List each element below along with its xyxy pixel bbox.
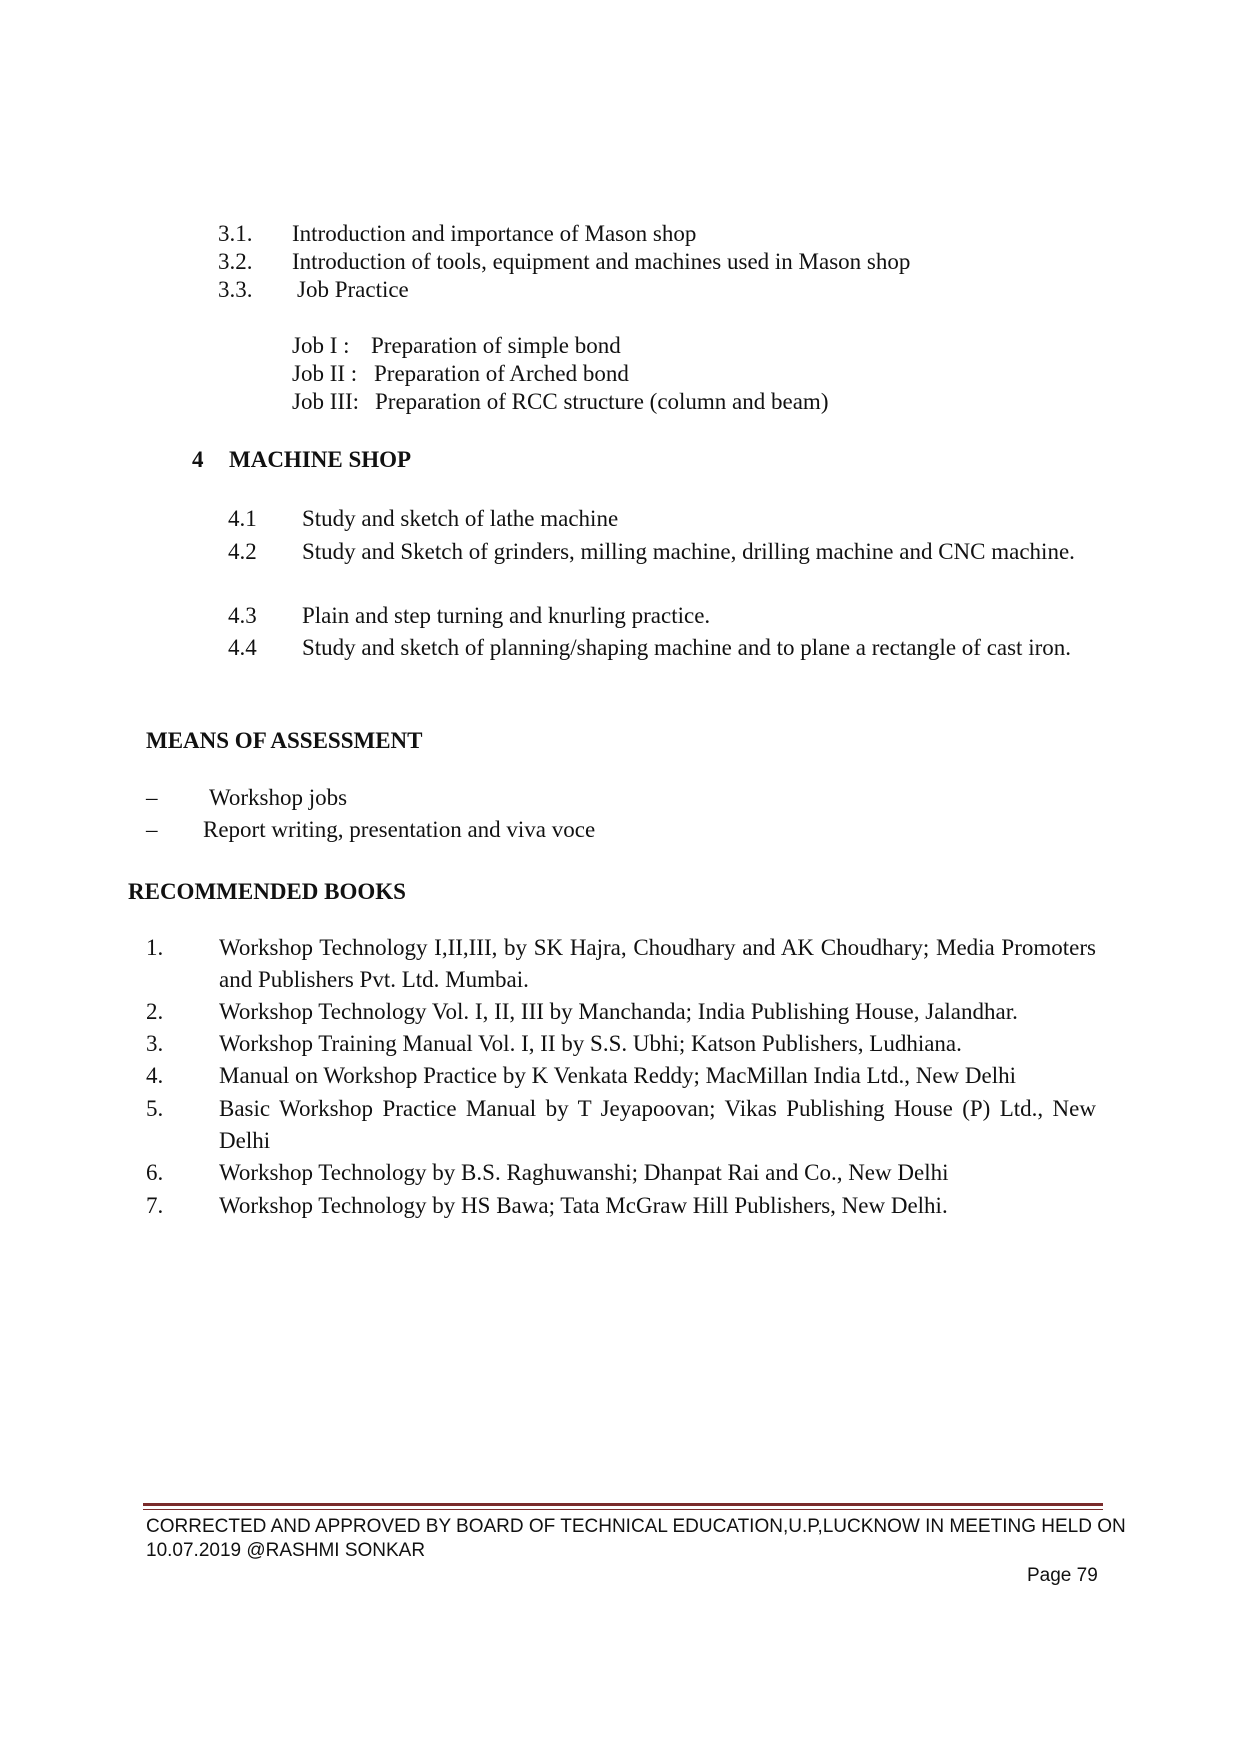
book-entry: Workshop Technology by HS Bawa; Tata McGraw Hill Publishers, New Delhi. xyxy=(219,1193,948,1218)
section-number: 4 xyxy=(192,447,204,472)
footer-approval-line: CORRECTED AND APPROVED BY BOARD OF TECHNICAL EDUCATION,U.P,LUCKNOW IN MEETING HELD ON xyxy=(146,1516,1126,1537)
book-entry: Workshop Technology I,II,III, by SK Hajra, Choudhary and AK Choudhary; Media Promoters and Publishers Pvt. Ltd. Mumbai. xyxy=(219,935,1096,992)
machine-item-text: Study and sketch of lathe machine xyxy=(302,506,619,531)
machine-item-number: 4.1 xyxy=(228,506,257,531)
mason-item-text: Job Practice xyxy=(297,277,409,302)
section-heading: MACHINE SHOP xyxy=(229,447,412,472)
book-number: 7. xyxy=(146,1193,164,1218)
mason-item-text: Introduction and importance of Mason shop xyxy=(292,221,697,246)
mason-item-number: 3.2. xyxy=(218,249,253,274)
book-number: 1. xyxy=(146,935,164,960)
job-text: Preparation of RCC structure (column and beam) xyxy=(375,389,829,414)
machine-item-number: 4.3 xyxy=(228,603,257,628)
machine-item-text: Study and sketch of planning/shaping machine and to plane a rectangle of cast iron. xyxy=(302,635,1071,660)
footer-date-author: 10.07.2019 @RASHMI SONKAR xyxy=(146,1540,426,1561)
section-heading: RECOMMENDED BOOKS xyxy=(128,879,406,904)
book-number: 4. xyxy=(146,1063,164,1088)
job-label: Job III: xyxy=(292,389,360,414)
job-text: Preparation of Arched bond xyxy=(374,361,629,386)
machine-item-number: 4.4 xyxy=(228,635,257,660)
footer-rule-thick xyxy=(143,1503,1103,1506)
book-number: 3. xyxy=(146,1031,164,1056)
book-entry: Workshop Technology by B.S. Raghuwanshi; Dhanpat Rai and Co., New Delhi xyxy=(219,1160,949,1185)
book-entry: Manual on Workshop Practice by K Venkata Reddy; MacMillan India Ltd., New Delhi xyxy=(219,1063,1017,1088)
page-number: Page 79 xyxy=(1027,1565,1098,1586)
bullet-dash: – xyxy=(146,785,158,810)
mason-item-text: Introduction of tools, equipment and machines used in Mason shop xyxy=(292,249,911,274)
assessment-item: Workshop jobs xyxy=(209,785,348,810)
book-number: 2. xyxy=(146,999,164,1024)
footer-rule-thin xyxy=(143,1509,1103,1510)
job-text: Preparation of simple bond xyxy=(371,333,621,358)
book-number: 6. xyxy=(146,1160,164,1185)
machine-item-text: Plain and step turning and knurling practice. xyxy=(302,603,711,628)
machine-item-text: Study and Sketch of grinders, milling machine, drilling machine and CNC machine. xyxy=(302,539,1075,564)
machine-item-number: 4.2 xyxy=(228,539,257,564)
book-number: 5. xyxy=(146,1096,164,1121)
job-label: Job I : xyxy=(292,333,350,358)
bullet-dash: – xyxy=(146,817,158,842)
job-label: Job II : xyxy=(292,361,358,386)
book-entry: Workshop Technology Vol. I, II, III by Manchanda; India Publishing House, Jalandhar. xyxy=(219,999,1018,1024)
mason-item-number: 3.3. xyxy=(218,277,253,302)
section-heading: MEANS OF ASSESSMENT xyxy=(146,728,423,753)
book-entry: Basic Workshop Practice Manual by T Jeyapoovan; Vikas Publishing House (P) Ltd., New Delhi xyxy=(219,1096,1096,1153)
assessment-item: Report writing, presentation and viva voce xyxy=(203,817,596,842)
mason-item-number: 3.1. xyxy=(218,221,253,246)
book-entry: Workshop Training Manual Vol. I, II by S.S. Ubhi; Katson Publishers, Ludhiana. xyxy=(219,1031,962,1056)
